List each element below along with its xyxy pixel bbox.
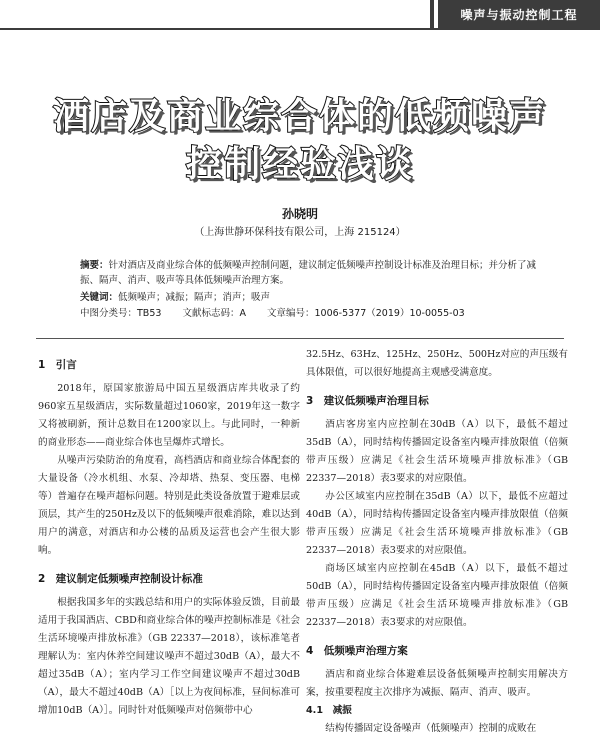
abstract-text: 针对酒店及商业综合体的低频噪声控制问题，建议制定低频噪声控制设计标准及治理目标；并分析了减振、隔声、消声、吸声等具体低频噪声治理方案。: [80, 260, 537, 286]
affiliation: （上海世静环保科技有限公司，上海 215124）: [194, 227, 406, 238]
article-title-line-1: 酒店及商业综合体的低频噪声: [52, 96, 547, 137]
abstract-label: 摘要：: [80, 260, 109, 271]
paragraph: 酒店客房室内应控制在30dB（A）以下，最低不超过35dB（A），同时结构传播固定设备室内噪声排放限值（倍频带声压级）应满足《社会生活环境噪声排放标准》（GB 22337—2018）表3要求的对应限值。: [306, 419, 568, 484]
left-column: [38, 346, 300, 720]
heading-vibration-isolation: 4.1 减振: [306, 705, 352, 716]
author: 孙晓明: [281, 207, 318, 221]
article-number: 文章编号：1006-5377（2019）10-0055-03: [266, 308, 465, 319]
heading-treatment-goals: 3 建议低频噪声治理目标: [306, 395, 429, 407]
keywords-text: 低频噪声；减振；隔声；消声；吸声: [118, 292, 271, 303]
document-code: 文献标志码：A: [182, 308, 246, 319]
clc-number: 中图分类号：TB53: [80, 308, 162, 319]
right-column: [306, 346, 568, 738]
paragraph: 32.5Hz、63Hz、125Hz、250Hz、500Hz对应的声压级有具体限值，可以很好地提高主观感受满意度。: [306, 349, 568, 378]
heading-design-standard: 2 建议制定低频噪声控制设计标准: [38, 573, 203, 585]
section-label: 噪声与振动控制工程: [438, 0, 600, 28]
heading-treatment-plan: 4 低频噪声治理方案: [306, 645, 408, 657]
paragraph: 根据我国多年的实践总结和用户的实际体验反馈，目前最适用于我国酒店、CBD和商业综合体的噪声控制标准是《社会生活环境噪声排放标准》（GB 22337—2018），该标准笔者理解认为：室内休养空间建议噪声不超过30dB（A），最大不超过35dB（A）；室内学习工作空间建议噪声不超过30dB（A），最大不超过40dB（A）［以上为夜间标准，昼间标准可增加10dB（A）］。同时针对低频噪声对倍频带中心: [38, 597, 300, 716]
classification-line: [80, 306, 540, 321]
paragraph: 结构传播固定设备噪声（低频噪声）控制的成败在: [325, 723, 537, 734]
paragraph: 2018年，原国家旅游局中国五星级酒店库共收录了约960家五星级酒店，实际数量超过1060家，2019年这一数字又将被刷新，预计总数目在1200家以上。与此同时，一种新的商业形态——商业综合体也呈爆炸式增长。: [38, 383, 300, 448]
paragraph: 办公区域室内应控制在35dB（A）以下，最低不应超过40dB（A），同时结构传播固定设备室内噪声排放限值（倍频带声压级）应满足《社会生活环境噪声排放标准》（GB 22337—2018）表3要求的对应限值。: [306, 491, 568, 556]
article-title-line-2: 控制经验浅谈: [185, 144, 414, 185]
header-rule: [0, 28, 600, 30]
keywords-label: 关键词：: [80, 292, 119, 303]
divider: [36, 338, 564, 339]
paragraph: 酒店和商业综合体避难层设备低频噪声控制实用解决方案，按重要程度主次排序为减振、隔声、消声、吸声。: [306, 669, 568, 698]
heading-introduction: 1 引言: [38, 359, 77, 371]
paragraph: 从噪声污染防治的角度看，高档酒店和商业综合体配套的大量设备（冷水机组、水泵、冷却塔、热泵、变压器、电梯等）普遍存在噪声超标问题。特别是此类设备放置于避难层或顶层，其产生的250Hz及以下的低频噪声很难消除，难以达到用户的满意，对酒店和办公楼的品质及运营也会产生很大影响。: [38, 455, 300, 556]
paragraph: 商场区域室内应控制在45dB（A）以下，最低不超过50dB（A），同时结构传播固定设备室内噪声排放限值（倍频带声压级）应满足《社会生活环境噪声排放标准》（GB 22337—2018）表3要求的对应限值。: [306, 563, 568, 628]
abstract: [80, 258, 540, 288]
keywords: [80, 290, 540, 305]
